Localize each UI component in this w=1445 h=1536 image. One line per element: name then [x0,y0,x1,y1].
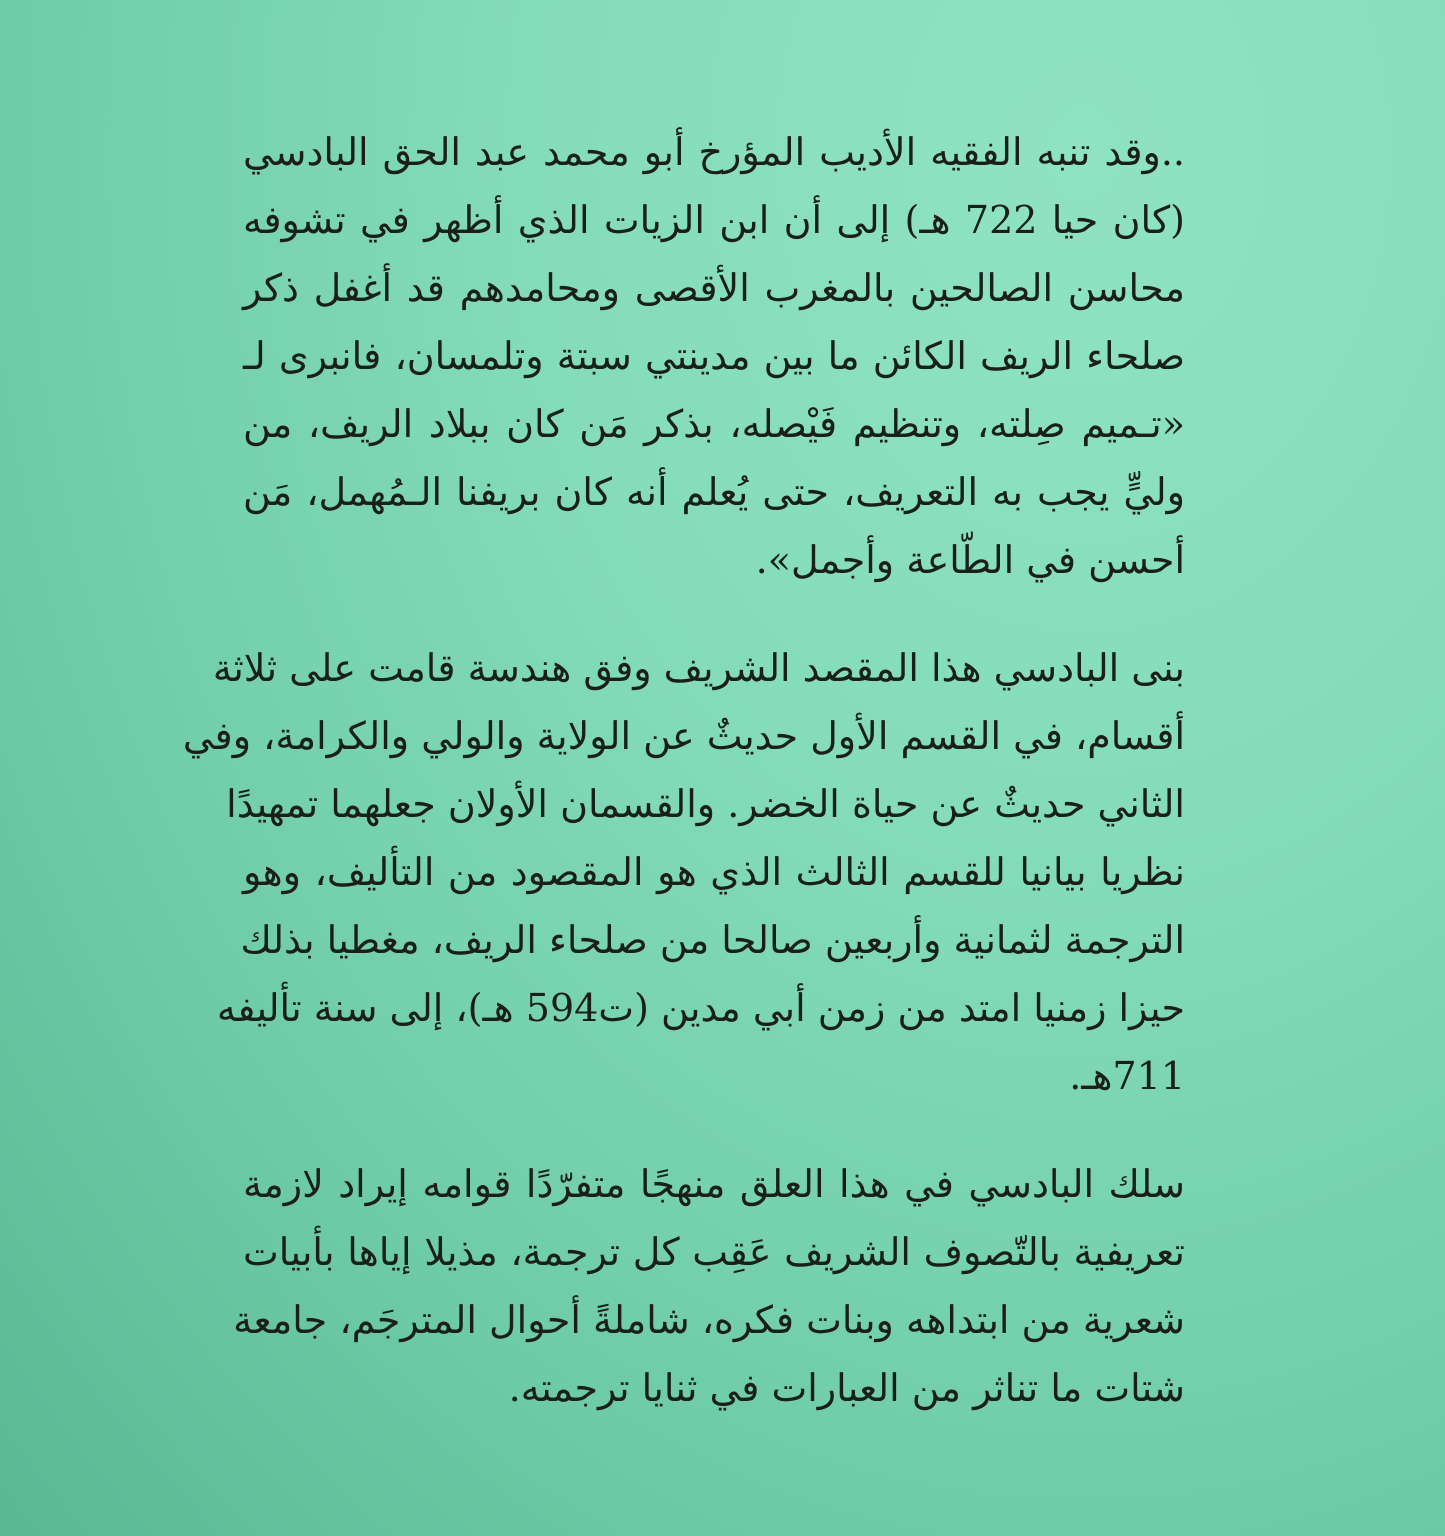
text-line: صلحاء الريف الكائن ما بين مدينتي سبتة وتلمسان، فانبرى لـ [243,334,1185,378]
text-line: (كان حيا 722 هـ) إلى أن ابن الزيات الذي أظهر في تشوفه [243,198,1186,242]
text-line: شعرية من ابتداهه وبنات فكره، شاملةً أحوال المترجَم، جامعة [233,1298,1185,1342]
text-line: سلك البادسي في هذا العلق منهجًا متفرّدًا قوامه إيراد لازمة [243,1162,1185,1206]
paragraph-2 [182,634,1185,1110]
text-line: 711هـ. [1069,1054,1185,1098]
text-line: بنى البادسي هذا المقصد الشريف وفق هندسة قامت على ثلاثة [212,646,1185,690]
text-line: شتات ما تناثر من العبارات في ثنايا ترجمته. [508,1366,1185,1410]
text-line: الترجمة لثمانية وأربعين صالحا من صلحاء الريف، مغطيا بذلك [240,918,1185,962]
text-line: حيزا زمنيا امتد من زمن أبي مدين (ت594 هـ)، إلى سنة تأليفه [216,986,1185,1030]
text-line: وليٍّ يجب به التعريف، حتى يُعلم أنه كان بريفنا الـمُهمل، مَن [243,470,1185,514]
text-line: تعريفية بالتّصوف الشريف عَقِب كل ترجمة، مذيلا إياها بأبيات [243,1230,1185,1274]
text-line: نظريا بيانيا للقسم الثالث الذي هو المقصود من التأليف، وهو [243,850,1185,894]
text-line: «تـميم صِلته، وتنظيم فَيْصله، بذكر مَن كان ببلاد الريف، من [243,402,1185,446]
text-line: ..وقد تنبه الفقيه الأديب المؤرخ أبو محمد عبد الحق البادسي [243,130,1185,174]
paragraph-3 [233,1150,1185,1422]
book-page-text [182,118,1186,1422]
text-line: أحسن في الطّاعة وأجمل». [755,538,1185,582]
text-line: محاسن الصالحين بالمغرب الأقصى ومحامدهم قد أغفل ذكر [243,266,1185,310]
paragraph-1 [243,118,1185,594]
text-line: الثاني حديثٌ عن حياة الخضر. والقسمان الأولان جعلهما تمهيدًا [226,782,1185,826]
text-line: أقسام، في القسم الأول حديثٌ عن الولاية والولي والكرامة، وفي [182,714,1185,758]
